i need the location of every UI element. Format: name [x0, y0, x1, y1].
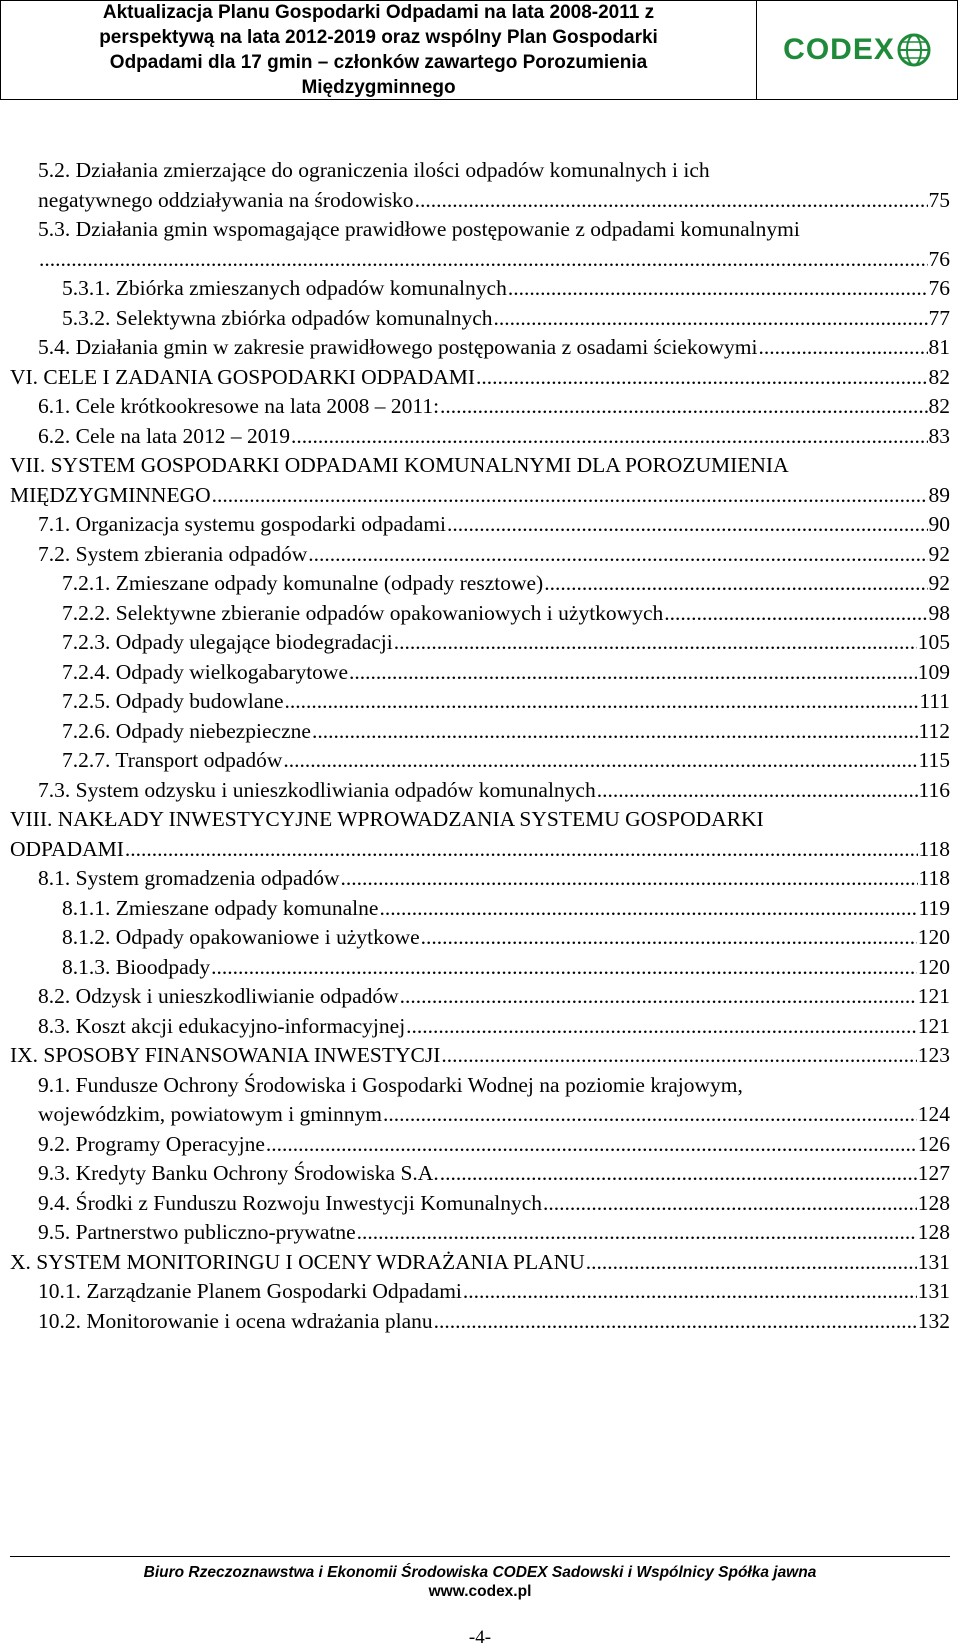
toc-entry-text: negatywnego oddziaływania na środowisko — [38, 187, 414, 212]
toc-page-number: 132 — [917, 1308, 950, 1333]
toc-entry-row — [10, 333, 950, 363]
toc-dot-leader — [285, 687, 919, 717]
title-line: Międzygminnego — [301, 77, 456, 98]
toc-entry-text: 5.3.1. Zbiórka zmieszanych odpadów komunalnych — [62, 276, 507, 300]
toc-entry-row — [10, 894, 950, 924]
toc-entry-row — [10, 1100, 950, 1130]
toc-dot-leader — [266, 1130, 917, 1160]
toc-page-number: 76 — [928, 276, 950, 300]
toc-dot-leader — [379, 894, 917, 924]
toc-entry-text: 10.1. Zarządzanie Planem Gospodarki Odpadami — [38, 1279, 462, 1303]
toc-entry-row — [10, 510, 950, 540]
toc-entry-row — [10, 864, 950, 894]
toc-entry[interactable] — [10, 451, 950, 510]
toc-page-number: 81 — [928, 335, 950, 359]
toc-entry[interactable] — [10, 569, 950, 599]
toc-entry-text: 7.2.1. Zmieszane odpady komunalne (odpady resztowe) — [62, 571, 544, 595]
toc-entry[interactable] — [10, 333, 950, 363]
page-footer — [0, 1563, 960, 1601]
document-title — [1, 1, 757, 99]
toc-dot-leader — [400, 982, 917, 1012]
toc-entry[interactable] — [10, 953, 950, 983]
toc-dot-leader — [291, 422, 928, 452]
toc-entry-text: 7.2.2. Selektywne zbieranie odpadów opakowaniowych i użytkowych — [62, 600, 664, 625]
toc-entry-text: 7.2.3. Odpady ulegające biodegradacji — [62, 630, 393, 654]
table-of-contents — [10, 156, 950, 1336]
toc-page-number: 119 — [918, 895, 950, 920]
toc-entry-text: 7.2. System zbierania odpadów — [38, 541, 308, 566]
toc-entry-row — [10, 1012, 950, 1042]
toc-dot-leader — [383, 1100, 917, 1130]
toc-entry-row — [10, 1248, 950, 1278]
toc-entry-text: MIĘDZYGMINNEGO — [10, 482, 211, 507]
toc-page-number: 126 — [917, 1131, 950, 1156]
toc-entry-text: wojewódzkim, powiatowym i gminnym — [38, 1102, 382, 1126]
toc-entry-row — [10, 687, 950, 717]
toc-entry-text: 9.5. Partnerstwo publiczno-prywatne — [38, 1220, 356, 1244]
toc-page-number: 121 — [917, 1013, 950, 1038]
toc-entry-text: 7.3. System odzysku i unieszkodliwiania odpadów komunalnych — [38, 777, 596, 802]
toc-entry[interactable] — [10, 1307, 950, 1337]
toc-page-number: 76 — [928, 246, 950, 271]
toc-entry-text: 5.4. Działania gmin w zakresie prawidłowego postępowania z osadami ściekowymi — [38, 335, 758, 359]
toc-page-number: 83 — [928, 423, 950, 448]
title-line: Aktualizacja Planu Gospodarki Odpadami na lata 2008-2011 z — [102, 2, 655, 23]
toc-entry-text: IX. SPOSOBY FINANSOWANIA INWESTYCJI — [10, 1043, 441, 1067]
toc-entry-text: 8.2. Odzysk i unieszkodliwianie odpadów — [38, 984, 399, 1008]
toc-dot-leader — [597, 776, 918, 806]
toc-dot-leader — [125, 835, 918, 865]
title-line: Odpadami dla 17 gmin – członków zawartego Porozumienia — [109, 52, 648, 73]
toc-entry[interactable] — [10, 274, 950, 304]
toc-page-number: 131 — [917, 1249, 950, 1274]
toc-entry-text: 9.3. Kredyty Banku Ochrony Środowiska S.A. — [38, 1161, 439, 1185]
toc-entry[interactable] — [10, 628, 950, 658]
codex-logo — [757, 1, 957, 99]
toc-dot-leader — [415, 186, 928, 216]
toc-page-number: 82 — [928, 364, 950, 389]
toc-page-number: 116 — [918, 777, 950, 802]
footer-company: Biuro Rzeczoznawstwa i Ekonomii Środowiska CODEX Sadowski i Wspólnicy Spółka jawna — [143, 1564, 817, 1581]
toc-dot-leader — [664, 599, 927, 629]
toc-dot-leader — [283, 746, 917, 776]
toc-entry-text: 9.2. Programy Operacyjne — [38, 1131, 265, 1156]
toc-dot-leader — [312, 717, 918, 747]
toc-entry-row — [10, 982, 950, 1012]
toc-entry-text: ODPADAMI — [10, 836, 124, 861]
toc-dot-leader — [440, 1159, 917, 1189]
toc-entry[interactable] — [10, 1159, 950, 1189]
toc-dot-leader — [212, 481, 928, 511]
toc-entry[interactable] — [10, 717, 950, 747]
toc-dot-leader — [308, 540, 927, 570]
toc-entry-row — [10, 628, 950, 658]
toc-entry-row — [10, 274, 950, 304]
toc-entry-text: 9.4. Środki z Funduszu Rozwoju Inwestycji Komunalnych — [38, 1190, 543, 1215]
toc-page-number: 128 — [917, 1220, 950, 1244]
toc-entry-text: 8.3. Koszt akcji edukacyjno-informacyjnej — [38, 1013, 406, 1038]
toc-page-number: 112 — [918, 718, 950, 743]
toc-entry-row — [10, 186, 950, 216]
toc-entry[interactable] — [10, 746, 950, 776]
toc-page-number: 120 — [917, 954, 950, 979]
toc-entry-text: 7.2.6. Odpady niebezpieczne — [62, 718, 311, 743]
toc-dot-leader — [463, 1277, 917, 1307]
toc-entry-text: VII. SYSTEM GOSPODARKI ODPADAMI KOMUNALNYMI DLA POROZUMIENIA — [10, 453, 789, 477]
toc-page-number: 128 — [917, 1190, 950, 1215]
toc-page-number: 92 — [928, 571, 950, 595]
toc-dot-leader — [440, 392, 927, 422]
toc-entry-row — [10, 923, 950, 953]
toc-entry-row — [10, 392, 950, 422]
toc-entry[interactable] — [10, 363, 950, 393]
toc-entry-row — [10, 363, 950, 393]
toc-entry-row — [10, 481, 950, 511]
toc-entry[interactable] — [10, 1130, 950, 1160]
toc-entry-row — [10, 1041, 950, 1071]
toc-entry-text: 7.2.5. Odpady budowlane — [62, 689, 284, 713]
toc-page-number: 109 — [917, 659, 950, 684]
toc-page-number: 127 — [917, 1161, 950, 1185]
toc-entry-text: 10.2. Monitorowanie i ocena wdrażania planu — [38, 1308, 433, 1333]
toc-entry-text: VI. CELE I ZADANIA GOSPODARKI ODPADAMI — [10, 364, 476, 389]
toc-entry-row — [10, 658, 950, 688]
toc-page-number: 123 — [917, 1043, 950, 1067]
toc-entry[interactable] — [10, 540, 950, 570]
toc-entry[interactable] — [10, 658, 950, 688]
toc-entry-row — [10, 1159, 950, 1189]
toc-entry-row — [10, 1218, 950, 1248]
toc-dot-leader — [508, 274, 928, 304]
toc-entry-text: 6.1. Cele krótkookresowe na lata 2008 – 2011: — [38, 394, 440, 418]
toc-dot-leader — [441, 1041, 916, 1071]
toc-entry[interactable] — [10, 864, 950, 894]
toc-dot-leader — [421, 923, 917, 953]
toc-dot-leader — [211, 953, 917, 983]
toc-entry-text: 5.2. Działania zmierzające do ograniczenia ilości odpadów komunalnych i ich — [38, 158, 710, 182]
toc-entry-row — [10, 776, 950, 806]
toc-entry-row — [10, 835, 950, 865]
toc-entry-text: 7.1. Organizacja systemu gospodarki odpadami — [38, 512, 447, 536]
toc-dot-leader — [758, 333, 927, 363]
toc-entry-text: 8.1.1. Zmieszane odpady komunalne — [62, 895, 379, 920]
toc-entry-text: X. SYSTEM MONITORINGU I OCENY WDRAŻANIA PLANU — [10, 1249, 585, 1274]
toc-entry-text: 9.1. Fundusze Ochrony Środowiska i Gospodarki Wodnej na poziomie krajowym, — [38, 1072, 743, 1097]
toc-entry[interactable] — [10, 805, 950, 864]
toc-dot-leader — [543, 1189, 917, 1219]
toc-entry-row — [10, 304, 950, 334]
toc-entry-text: 8.1.2. Odpady opakowaniowe i użytkowe — [62, 925, 420, 949]
toc-entry[interactable] — [10, 894, 950, 924]
toc-entry[interactable] — [10, 1071, 950, 1130]
toc-page-number: 111 — [919, 689, 950, 713]
toc-page-number: 115 — [918, 748, 950, 772]
page-header — [0, 0, 958, 100]
toc-entry-row — [10, 1189, 950, 1219]
toc-page-number: 92 — [928, 541, 950, 566]
toc-entry-row — [10, 953, 950, 983]
toc-dot-leader — [349, 658, 917, 688]
toc-entry-row — [10, 245, 950, 275]
toc-entry[interactable] — [10, 304, 950, 334]
toc-entry[interactable] — [10, 1012, 950, 1042]
toc-dot-leader — [39, 245, 928, 275]
toc-dot-leader — [341, 864, 918, 894]
toc-entry[interactable] — [10, 215, 950, 274]
globe-icon — [897, 33, 931, 67]
toc-entry-text: 7.2.7. Transport odpadów — [62, 748, 283, 772]
toc-entry[interactable] — [10, 1041, 950, 1071]
toc-entry[interactable] — [10, 1218, 950, 1248]
toc-entry-row — [10, 1277, 950, 1307]
toc-entry-text: 5.3. Działania gmin wspomagające prawidłowe postępowanie z odpadami komunalnymi — [38, 217, 800, 241]
toc-page-number: 82 — [928, 394, 950, 418]
footer-website[interactable]: www.codex.pl — [428, 1583, 532, 1600]
toc-page-number: 77 — [928, 305, 950, 330]
toc-page-number: 121 — [917, 984, 950, 1008]
toc-entry-text: 5.3.2. Selektywna zbiórka odpadów komunalnych — [62, 305, 493, 330]
toc-entry-row — [10, 422, 950, 452]
toc-dot-leader — [476, 363, 927, 393]
toc-entry[interactable] — [10, 156, 950, 215]
toc-page-number: 118 — [918, 836, 950, 861]
toc-entry[interactable] — [10, 1189, 950, 1219]
toc-entry[interactable] — [10, 776, 950, 806]
toc-entry[interactable] — [10, 599, 950, 629]
toc-page-number: 90 — [928, 512, 950, 536]
toc-page-number: 118 — [918, 866, 950, 890]
toc-entry[interactable] — [10, 687, 950, 717]
toc-entry-text: 7.2.4. Odpady wielkogabarytowe — [62, 659, 348, 684]
toc-page-number: 98 — [928, 600, 950, 625]
toc-page-number: 124 — [917, 1102, 950, 1126]
toc-entry-text: 8.1.3. Bioodpady — [62, 954, 211, 979]
toc-page-number: 75 — [928, 187, 950, 212]
page-number: -4- — [468, 1627, 492, 1648]
toc-page-number: 105 — [917, 630, 950, 654]
toc-entry-text: VIII. NAKŁADY INWESTYCYJNE WPROWADZANIA SYSTEMU GOSPODARKI — [10, 807, 764, 831]
toc-entry-row — [10, 569, 950, 599]
toc-entry-row — [10, 1307, 950, 1337]
toc-entry-row — [10, 717, 950, 747]
toc-entry-row — [10, 599, 950, 629]
toc-entry[interactable] — [10, 422, 950, 452]
toc-dot-leader — [357, 1218, 917, 1248]
toc-dot-leader — [494, 304, 928, 334]
toc-entry[interactable] — [10, 982, 950, 1012]
toc-dot-leader — [406, 1012, 917, 1042]
toc-dot-leader — [394, 628, 917, 658]
toc-dot-leader — [434, 1307, 917, 1337]
toc-entry[interactable] — [10, 392, 950, 422]
toc-entry[interactable] — [10, 1248, 950, 1278]
toc-entry-row — [10, 746, 950, 776]
logo-text: CODEX — [783, 33, 895, 66]
toc-page-number: 120 — [917, 925, 950, 949]
toc-dot-leader — [586, 1248, 917, 1278]
toc-entry-row — [10, 540, 950, 570]
toc-dot-leader — [544, 569, 927, 599]
toc-entry[interactable] — [10, 510, 950, 540]
toc-entry[interactable] — [10, 1277, 950, 1307]
title-line: perspektywą na lata 2012-2019 oraz wspólny Plan Gospodarki — [99, 27, 658, 48]
toc-page-number: 89 — [928, 482, 950, 507]
toc-page-number: 131 — [917, 1279, 950, 1303]
toc-entry-text: 8.1. System gromadzenia odpadów — [38, 866, 340, 890]
toc-entry-row — [10, 1130, 950, 1160]
toc-entry-text: 6.2. Cele na lata 2012 – 2019 — [38, 423, 290, 448]
toc-entry[interactable] — [10, 923, 950, 953]
toc-dot-leader — [447, 510, 927, 540]
footer-divider — [10, 1556, 950, 1557]
